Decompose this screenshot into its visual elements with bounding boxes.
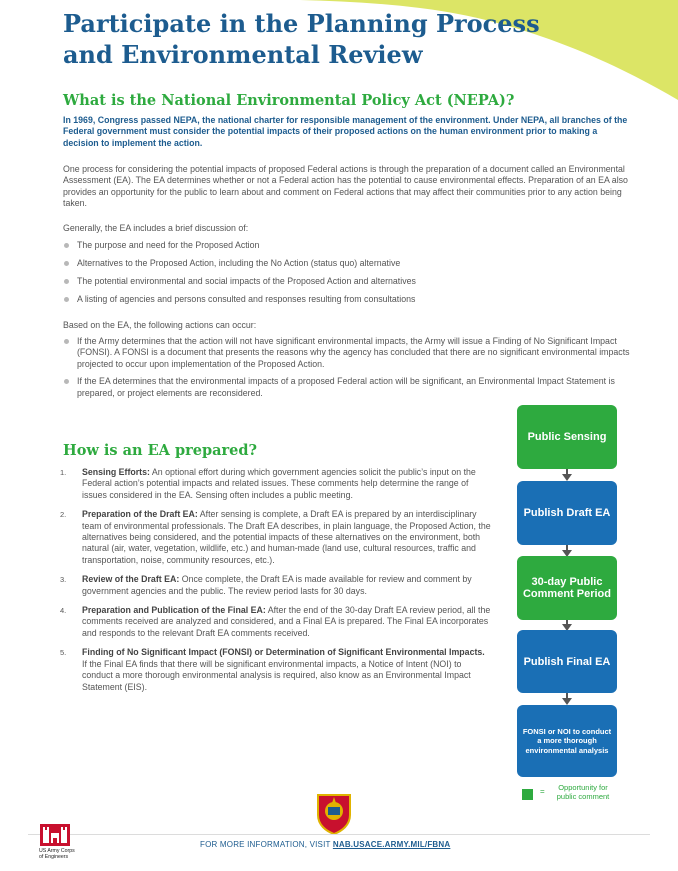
step-text: Once complete, the Draft EA is made available for review and comment by government agencies and the public. The review period lasts for 30 days. — [82, 574, 472, 596]
nepa-intro: In 1969, Congress passed NEPA, the national charter for responsible management of the environment. Under NEPA, all branches of the Federal government must consider the potential impacts of their proposed actions on the human environment prior to making a decision to implement the action. — [63, 115, 628, 148]
footer-link[interactable]: NAB.USACE.ARMY.MIL/FBNA — [332, 840, 451, 849]
list-item: If the Army determines that the action will not have significant environmental impacts, the Army will issue a Finding of No Significant Impact (FONSI). A FONSI is a document that presents the reasons why the agency has concluded that there are no significant environmental impacts projected to occur upon implementation of the Proposed Action. — [63, 336, 633, 370]
page-title — [63, 8, 623, 70]
step-number: 4. — [60, 606, 67, 616]
ea-outcomes-list — [63, 336, 633, 405]
footer-divider — [28, 834, 650, 835]
step-number: 1. — [60, 468, 67, 477]
step-text: An optional effort during which government agencies solicit the public’s input on the Federal action’s potential impacts and related issues. These comments help determine the range of issues considered in the EA. Sensing often includes a public meeting. — [82, 467, 476, 500]
step-item — [60, 605, 492, 639]
step-label: Preparation and Publication of the Final EA: — [82, 605, 266, 616]
list-item: Alternatives to the Proposed Action, including the No Action (status quo) alternative — [63, 258, 633, 269]
step-number: 3. — [60, 575, 67, 585]
step-text: After sensing is complete, a Draft EA is prepared by an interdisciplinary team of environmental professionals. The Draft EA describes, in plain language, the Proposed Action, the alternatives being considered, and the potential impacts of these alternatives on the environment, both natural (air, water, vegetation, wildlife, etc.) and human-made (land use, cultural resources, traffic and transportation, noise, community resources, etc.). — [82, 509, 491, 565]
title-line-2: and Environmental Review — [63, 40, 423, 69]
flow-step-fonsi-noi: FONSI or NOI to conduct a more thorough environmental analysis — [517, 705, 617, 777]
list-item: The potential environmental and social impacts of the Proposed Action and alternatives — [63, 276, 633, 287]
list-item: If the EA determines that the environmental impacts of a proposed Federal action will be significant, an Environmental Impact Statement is prepared, or project elements are reconsidered. — [63, 376, 633, 399]
step-label: Sensing Efforts: — [82, 467, 150, 477]
step-item — [60, 574, 492, 597]
flow-step-publish-final: Publish Final EA — [517, 630, 617, 693]
ea-contents-list — [63, 240, 633, 312]
step-number: 2. — [60, 510, 67, 520]
step-text: After the end of the 30-day Draft EA review period, all the comments received are analyzed and considered, and a Final EA is prepared. The Final EA incorporates and responds to the relevant Draft EA comments received. — [82, 605, 491, 638]
step-label: Finding of No Significant Impact (FONSI) or Determination of Significant Environmental Impacts. — [82, 647, 485, 658]
ea-includes-paragraph: Generally, the EA includes a brief discussion of: — [63, 223, 249, 233]
flow-step-publish-draft: Publish Draft EA — [517, 481, 617, 545]
list-item: The purpose and need for the Proposed Action — [63, 240, 633, 251]
flow-step-comment-period: 30-day Public Comment Period — [517, 556, 617, 620]
step-text: If the Final EA finds that there will be significant environmental impacts, a Notice of Intent (NOI) to conduct a more thorough environmental analysis is required, also know as an Environmental Impact Statement (EIS). — [82, 658, 471, 692]
nepa-heading: What is the National Environmental Policy Act (NEPA)? — [63, 92, 515, 109]
legend-swatch — [522, 789, 533, 800]
ea-heading: How is an EA prepared? — [63, 442, 257, 459]
usace-castle-logo-icon — [40, 824, 70, 846]
step-item — [60, 509, 492, 566]
step-label: Review of the Draft EA: — [82, 574, 180, 585]
step-number: 5. — [60, 648, 67, 658]
org-line-2: of Engineers — [39, 854, 69, 860]
list-item: A listing of agencies and persons consulted and responses resulting from consultations — [63, 294, 633, 305]
footer-prefix: FOR MORE INFORMATION, VISIT — [200, 840, 333, 849]
step-item — [60, 647, 492, 693]
ea-steps-list — [60, 467, 492, 701]
footer-more-info — [200, 840, 450, 849]
org-name — [39, 848, 99, 860]
legend-text: Opportunity for public comment — [556, 783, 610, 801]
title-line-1: Participate in the Planning Process — [63, 9, 540, 38]
step-item — [60, 467, 492, 501]
ea-outcomes-paragraph: Based on the EA, the following actions can occur: — [63, 320, 257, 330]
org-line-1: US Army Corps — [39, 848, 75, 854]
ea-paragraph: One process for considering the potential impacts of proposed Federal actions is through the preparation of a document called an Environmental Assessment (EA). The EA determines whether or not a Federal action has the potential to cause environmental effects. Preparation of an EA also provides an opportunity for the public to learn about and comment on Federal actions that may affect their communities prior to any action being taken. — [63, 164, 628, 209]
step-label: Preparation of the Draft EA: — [82, 509, 198, 520]
flow-arrow-icon — [562, 474, 572, 481]
flow-step-public-sensing: Public Sensing — [517, 405, 617, 469]
flow-arrow-icon — [562, 698, 572, 705]
legend-equals: = — [540, 787, 545, 796]
army-emblem-icon — [314, 791, 354, 835]
